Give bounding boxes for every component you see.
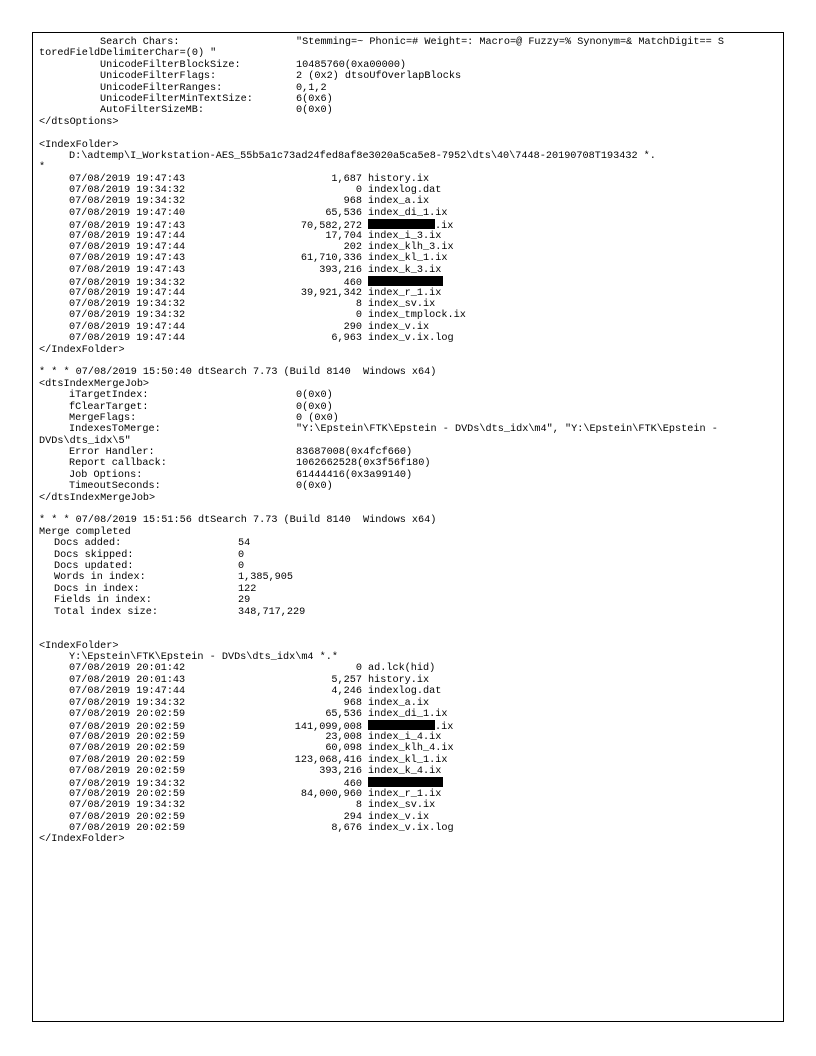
row-value: 54 <box>238 538 251 550</box>
file-row <box>39 310 777 321</box>
folder2-close-tag: </IndexFolder> <box>39 834 125 846</box>
kv-row <box>39 60 777 71</box>
row-key: Words in index: <box>54 572 146 584</box>
folder1-path <box>39 151 777 162</box>
file-row <box>39 174 777 185</box>
file-row <box>39 766 777 777</box>
file-date: 07/08/2019 19:34:32 <box>69 310 186 322</box>
row-value: 10485760(0xa00000) <box>296 59 407 71</box>
redaction-bar <box>368 219 435 229</box>
file-date: 07/08/2019 19:47:43 <box>69 173 186 185</box>
folder-path: D:\adtemp\I_Workstation-AES_55b5a1c73ad24fed8af8e3020a5ca5e8-7952\dts\40\7448-20190708T193432 *. <box>69 150 656 162</box>
row-key: Report callback: <box>69 458 167 470</box>
file-name: index_r_1.ix <box>368 788 442 800</box>
merge-job-open-tag: <dtsIndexMergeJob> <box>39 378 150 390</box>
file-name: index_tmplock.ix <box>368 310 466 322</box>
file-name: index_k_3.ix <box>368 264 442 276</box>
merge-result-rows <box>39 538 777 618</box>
file-date: 07/08/2019 19:47:44 <box>69 287 186 299</box>
file-name: index_klh_3.ix <box>368 242 454 254</box>
redaction-bar <box>368 720 435 730</box>
file-size: 8 <box>355 800 362 812</box>
file-size: 202 <box>343 242 362 254</box>
file-row <box>39 732 777 743</box>
spacer <box>39 629 777 640</box>
file-name: index_v.ix <box>368 321 430 333</box>
file-size: 84,000,960 <box>300 788 362 800</box>
file-size: 0 <box>355 310 362 322</box>
row-key: UnicodeFilterBlockSize: <box>100 59 241 71</box>
kv-row <box>39 390 777 401</box>
file-size: 6,963 <box>331 333 362 345</box>
folder1-file-list <box>39 174 777 345</box>
spacer <box>39 618 777 629</box>
file-name: index_sv.ix <box>368 800 436 812</box>
file-name: index_sv.ix <box>368 298 436 310</box>
file-date: 07/08/2019 20:02:59 <box>69 766 186 777</box>
file-date: 07/08/2019 20:02:59 <box>69 811 186 823</box>
file-date: 07/08/2019 20:01:42 <box>69 663 186 675</box>
file-row <box>39 231 777 242</box>
file-row <box>39 208 777 219</box>
file-date: 07/08/2019 20:02:59 <box>69 722 186 734</box>
file-row <box>39 322 777 333</box>
folder1-close-tag: </IndexFolder> <box>39 344 125 356</box>
row-key: Fields in index: <box>54 595 152 607</box>
file-size: 60,098 <box>325 743 362 755</box>
file-date: 07/08/2019 20:02:59 <box>69 709 186 721</box>
file-size: 4,246 <box>331 686 362 698</box>
file-date: 07/08/2019 20:02:59 <box>69 822 186 834</box>
file-name: .ix <box>435 221 454 233</box>
merge-job-rows-2 <box>39 447 777 493</box>
file-date: 07/08/2019 19:34:32 <box>69 196 186 208</box>
row-value: 29 <box>238 595 251 607</box>
merge-status: Merge completed <box>39 526 131 538</box>
file-row <box>39 663 777 674</box>
file-date: 07/08/2019 19:34:32 <box>69 800 186 812</box>
kv-row <box>39 470 777 481</box>
kv-row <box>39 607 777 618</box>
row-value: 61444416(0x3a99140) <box>296 469 413 481</box>
file-row <box>39 265 777 276</box>
file-size: 65,536 <box>325 709 362 721</box>
merge-job-rows <box>39 390 777 436</box>
file-row <box>39 219 777 233</box>
folder2-path <box>39 652 777 663</box>
file-row <box>39 675 777 686</box>
spacer <box>39 356 777 367</box>
file-name: history.ix <box>368 173 430 185</box>
kv-row <box>39 94 777 105</box>
file-name: indexlog.dat <box>368 185 442 197</box>
file-size: 17,704 <box>325 230 362 242</box>
folder2-open-tag: <IndexFolder> <box>39 640 119 652</box>
folder1-path-cont: * <box>39 162 46 174</box>
file-name: index_k_4.ix <box>368 766 442 777</box>
spacer <box>39 128 777 139</box>
kv-row <box>39 71 777 82</box>
row-value: 0(0x0) <box>296 481 333 493</box>
option-value: "Stemming=~ Phonic=# Weight=: Macro=@ Fuzzy=% Synonym=& MatchDigit== S <box>296 37 724 48</box>
file-row <box>39 698 777 709</box>
file-size: 393,216 <box>319 264 362 276</box>
row-key: UnicodeFilterRanges: <box>100 82 223 94</box>
file-row <box>39 185 777 196</box>
file-date: 07/08/2019 20:02:59 <box>69 743 186 755</box>
kv-row <box>39 458 777 469</box>
row-key: Docs updated: <box>54 560 134 572</box>
row-key: Error Handler: <box>69 447 155 459</box>
merge-job-close-tag: </dtsIndexMergeJob> <box>39 492 156 504</box>
file-date: 07/08/2019 19:34:32 <box>69 185 186 197</box>
option-rows <box>39 60 777 117</box>
file-size: 294 <box>343 811 362 823</box>
file-row <box>39 777 777 791</box>
file-name: index_kl_1.ix <box>368 754 448 766</box>
row-value: 1,385,905 <box>238 572 294 584</box>
kv-row <box>39 538 777 549</box>
file-row <box>39 823 777 834</box>
file-size: 8,676 <box>331 822 362 834</box>
file-row <box>39 812 777 823</box>
file-size: 968 <box>343 697 362 709</box>
file-name: index_i_4.ix <box>368 731 442 743</box>
file-row <box>39 789 777 800</box>
row-value: 0 <box>238 560 245 572</box>
row-value: "Y:\Epstein\FTK\Epstein - DVDs\dts_idx\m4", "Y:\Epstein\FTK\Epstein - <box>296 424 718 436</box>
file-size: 1,687 <box>331 173 362 185</box>
folder-path: Y:\Epstein\FTK\Epstein - DVDs\dts_idx\m4 *.* <box>69 652 338 664</box>
file-size: 65,536 <box>325 207 362 219</box>
file-date: 07/08/2019 19:34:32 <box>69 278 186 290</box>
file-size: 5,257 <box>331 674 362 686</box>
search-chars-line <box>39 37 777 48</box>
file-row <box>39 743 777 754</box>
file-date: 07/08/2019 20:02:59 <box>69 754 186 766</box>
file-name: history.ix <box>368 674 430 686</box>
file-name: indexlog.dat <box>368 686 442 698</box>
row-key: MergeFlags: <box>69 412 137 424</box>
file-row <box>39 755 777 766</box>
file-date: 07/08/2019 19:34:32 <box>69 298 186 310</box>
search-chars-cont: toredFieldDelimiterChar=(0) " <box>39 48 217 60</box>
row-key: UnicodeFilterFlags: <box>100 71 217 83</box>
file-size: 23,008 <box>325 731 362 743</box>
file-size: 0 <box>355 185 362 197</box>
file-size: 0 <box>355 663 362 675</box>
row-value: 348,717,229 <box>238 606 306 618</box>
file-name: index_di_1.ix <box>368 207 448 219</box>
row-value: 0,1,2 <box>296 82 327 94</box>
file-size: 393,216 <box>319 766 362 777</box>
file-size: 460 <box>343 278 362 290</box>
spacer <box>39 504 777 515</box>
file-name: index_a.ix <box>368 196 430 208</box>
row-value: 0(0x0) <box>296 105 333 117</box>
kv-row <box>39 447 777 458</box>
row-value: 0(0x0) <box>296 401 333 413</box>
row-value: 0 <box>238 549 245 561</box>
row-key: AutoFilterSizeMB: <box>100 105 204 117</box>
file-date: 07/08/2019 19:47:44 <box>69 230 186 242</box>
file-row <box>39 253 777 264</box>
file-size: 141,099,008 <box>294 722 362 734</box>
kv-row <box>39 481 777 492</box>
row-value: 0 (0x0) <box>296 412 339 424</box>
row-value: 6(0x6) <box>296 93 333 105</box>
row-value: 83687008(0x4fcf660) <box>296 447 413 459</box>
file-row <box>39 196 777 207</box>
file-date: 07/08/2019 19:47:44 <box>69 333 186 345</box>
merge-result-header: * * * 07/08/2019 15:51:56 dtSearch 7.73 (Build 8140 Windows x64) <box>39 515 437 527</box>
kv-row <box>39 424 777 435</box>
kv-row <box>39 550 777 561</box>
file-name: index_v.ix.log <box>368 822 454 834</box>
file-name: index_v.ix.log <box>368 333 454 345</box>
row-key: Job Options: <box>69 469 143 481</box>
file-row <box>39 288 777 299</box>
file-date: 07/08/2019 20:01:43 <box>69 674 186 686</box>
file-size: 123,068,416 <box>294 754 362 766</box>
row-key: Docs added: <box>54 538 122 550</box>
file-name: index_kl_1.ix <box>368 253 448 265</box>
file-date: 07/08/2019 19:34:32 <box>69 697 186 709</box>
file-size: 70,582,272 <box>300 221 362 233</box>
row-key: fClearTarget: <box>69 401 149 413</box>
file-date: 07/08/2019 19:47:44 <box>69 686 186 698</box>
row-key: Total index size: <box>54 606 158 618</box>
kv-row <box>39 83 777 94</box>
row-value: 1062662528(0x3f56f180) <box>296 458 431 470</box>
file-row <box>39 333 777 344</box>
file-date: 07/08/2019 19:47:43 <box>69 264 186 276</box>
kv-row <box>39 561 777 572</box>
file-date: 07/08/2019 19:47:44 <box>69 321 186 333</box>
kv-row <box>39 402 777 413</box>
kv-row <box>39 584 777 595</box>
file-size: 968 <box>343 196 362 208</box>
row-key: iTargetIndex: <box>69 390 149 402</box>
row-key: TimeoutSeconds: <box>69 481 161 493</box>
file-date: 07/08/2019 19:47:43 <box>69 253 186 265</box>
kv-row <box>39 413 777 424</box>
row-value: 2 (0x2) dtsoUfOverlapBlocks <box>296 71 462 83</box>
file-date: 07/08/2019 19:47:40 <box>69 207 186 219</box>
file-date: 07/08/2019 19:47:44 <box>69 242 186 254</box>
file-row <box>39 720 777 734</box>
file-name: index_klh_4.ix <box>368 743 454 755</box>
file-name: index_i_3.ix <box>368 230 442 242</box>
file-size: 460 <box>343 779 362 791</box>
file-name: ad.lck(hid) <box>368 663 436 675</box>
file-row <box>39 242 777 253</box>
file-size: 290 <box>343 321 362 333</box>
file-size: 39,921,342 <box>300 287 362 299</box>
folder2-file-list <box>39 663 777 834</box>
merge-job-header: * * * 07/08/2019 15:50:40 dtSearch 7.73 (Build 8140 Windows x64) <box>39 367 437 379</box>
row-value: 0(0x0) <box>296 390 333 402</box>
file-date: 07/08/2019 20:02:59 <box>69 788 186 800</box>
row-key: UnicodeFilterMinTextSize: <box>100 93 253 105</box>
file-name: index_di_1.ix <box>368 709 448 721</box>
file-name: index_r_1.ix <box>368 287 442 299</box>
kv-row <box>39 595 777 606</box>
file-date: 07/08/2019 19:34:32 <box>69 779 186 791</box>
file-name: index_a.ix <box>368 697 430 709</box>
file-date: 07/08/2019 19:47:43 <box>69 221 186 233</box>
row-key: Docs skipped: <box>54 549 134 561</box>
kv-row <box>39 572 777 583</box>
option-key: Search Chars: <box>100 37 180 48</box>
file-size: 8 <box>355 298 362 310</box>
file-name: .ix <box>435 722 454 734</box>
file-row <box>39 686 777 697</box>
file-name: index_v.ix <box>368 811 430 823</box>
file-row <box>39 709 777 720</box>
file-date: 07/08/2019 20:02:59 <box>69 731 186 743</box>
kv-row <box>39 105 777 116</box>
row-key: Docs in index: <box>54 583 140 595</box>
merge-job-cont: DVDs\dts_idx\5" <box>39 435 131 447</box>
file-row <box>39 800 777 811</box>
options-close-tag: </dtsOptions> <box>39 116 119 128</box>
redaction-bar <box>368 777 443 787</box>
redaction-bar <box>368 276 443 286</box>
folder1-open-tag: <IndexFolder> <box>39 139 119 151</box>
file-size: 61,710,336 <box>300 253 362 265</box>
file-row <box>39 299 777 310</box>
row-key: IndexesToMerge: <box>69 424 161 436</box>
document-page <box>32 32 784 1022</box>
file-row <box>39 276 777 290</box>
row-value: 122 <box>238 583 257 595</box>
